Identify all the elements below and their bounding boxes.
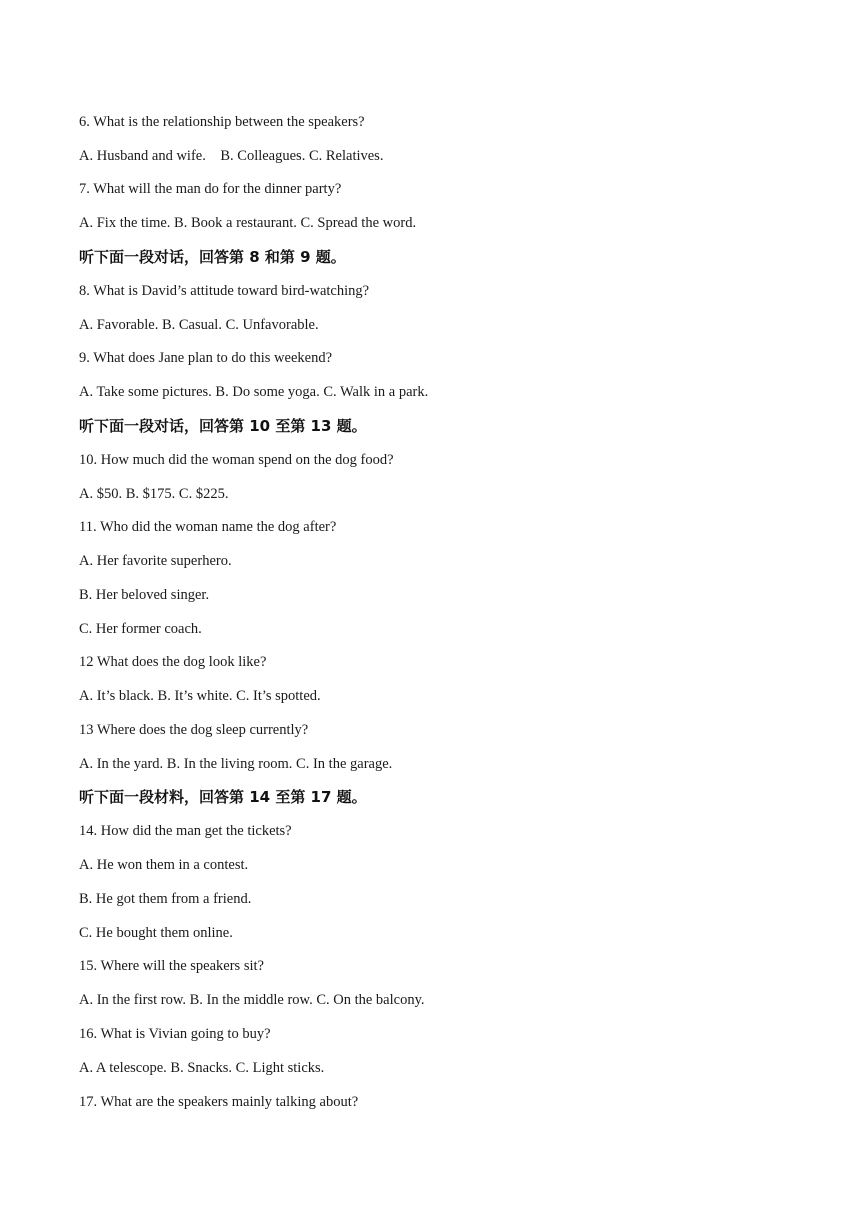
question-15: 15. Where will the speakers sit? [79, 958, 264, 974]
section-heading-8-9: 听下面一段对话，回答第 8 和第 9 题。 [79, 248, 346, 266]
question-17: 17. What are the speakers mainly talking about? [79, 1094, 359, 1110]
options-6: A. Husband and wife. B. Colleagues. C. Relatives. [79, 148, 384, 164]
options-7: A. Fix the time. B. Book a restaurant. C. Spread the word. [79, 215, 417, 231]
option-11c: C. Her former coach. [79, 621, 202, 637]
options-16: A. A telescope. B. Snacks. C. Light sticks. [79, 1060, 325, 1076]
options-15: A. In the first row. B. In the middle row. C. On the balcony. [79, 992, 425, 1008]
question-14: 14. How did the man get the tickets? [79, 823, 292, 839]
question-7: 7. What will the man do for the dinner party? [79, 181, 342, 197]
options-10: A. $50. B. $175. C. $225. [79, 486, 229, 502]
option-14a: A. He won them in a contest. [79, 857, 249, 873]
question-13: 13 Where does the dog sleep currently? [79, 722, 309, 738]
question-9: 9. What does Jane plan to do this weekend? [79, 350, 333, 366]
question-8: 8. What is David’s attitude toward bird-watching? [79, 283, 370, 299]
section-heading-14-17: 听下面一段材料，回答第 14 至第 17 题。 [79, 788, 367, 806]
options-12: A. It’s black. B. It’s white. C. It’s spotted. [79, 688, 321, 704]
question-12: 12 What does the dog look like? [79, 654, 267, 670]
question-10: 10. How much did the woman spend on the dog food? [79, 452, 394, 468]
option-14b: B. He got them from a friend. [79, 891, 252, 907]
options-13: A. In the yard. B. In the living room. C. In the garage. [79, 756, 393, 772]
section-heading-10-13: 听下面一段对话，回答第 10 至第 13 题。 [79, 417, 367, 435]
question-11: 11. Who did the woman name the dog after? [79, 519, 337, 535]
question-6: 6. What is the relationship between the speakers? [79, 114, 365, 130]
question-16: 16. What is Vivian going to buy? [79, 1026, 271, 1042]
option-14c: C. He bought them online. [79, 925, 233, 941]
options-8: A. Favorable. B. Casual. C. Unfavorable. [79, 317, 319, 333]
option-11b: B. Her beloved singer. [79, 587, 210, 603]
option-11a: A. Her favorite superhero. [79, 553, 232, 569]
options-9: A. Take some pictures. B. Do some yoga. C. Walk in a park. [79, 384, 429, 400]
